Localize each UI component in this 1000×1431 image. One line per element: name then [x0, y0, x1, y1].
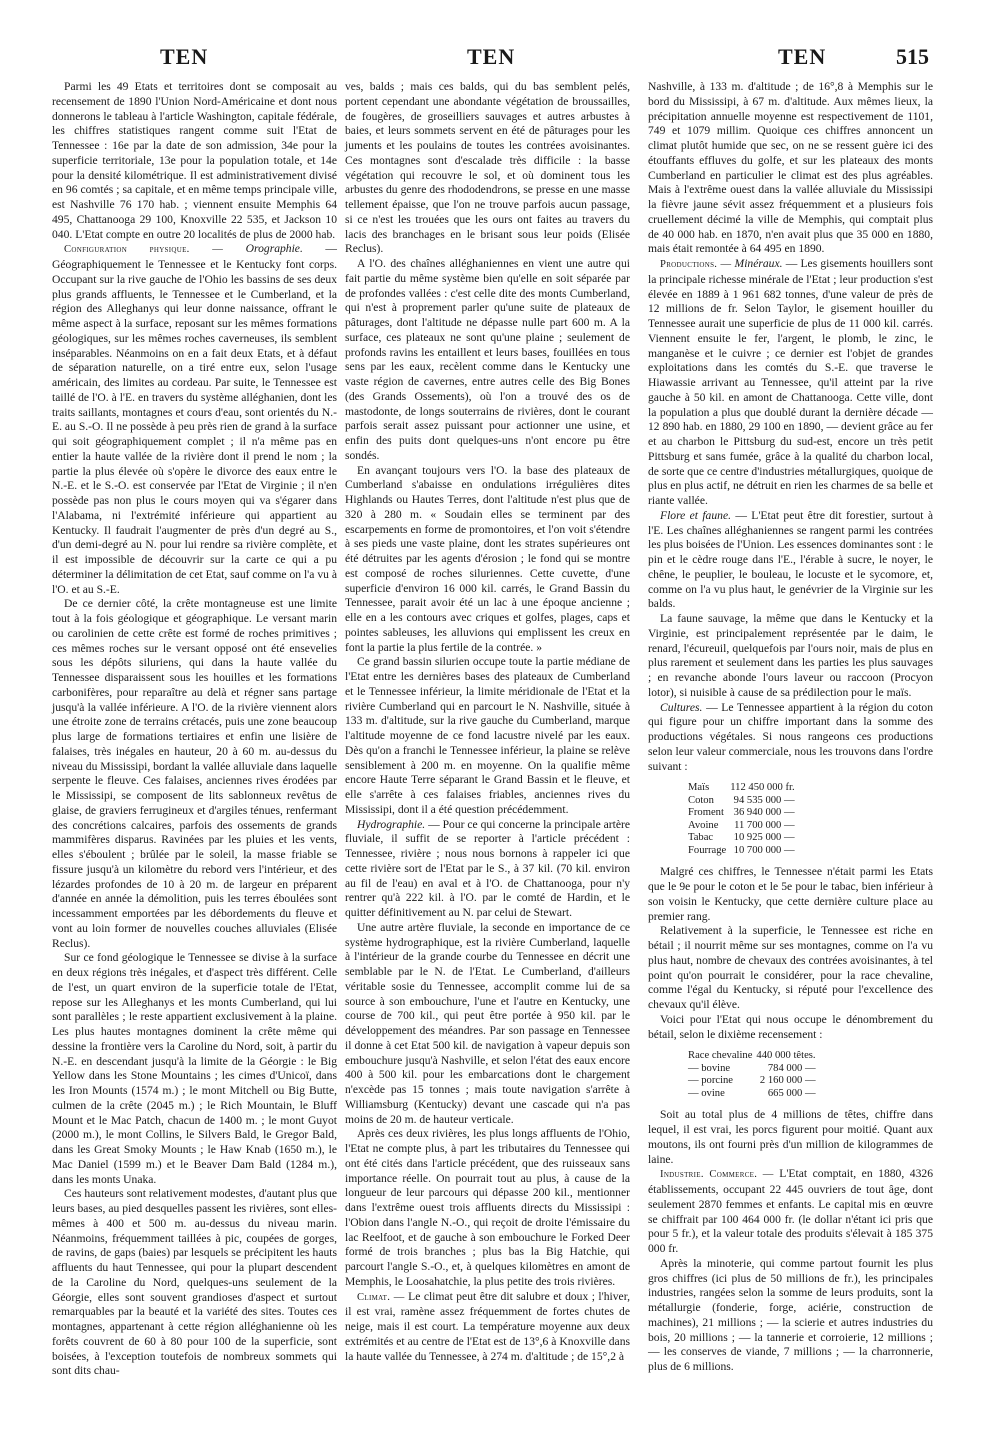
- crop-name: Maïs: [688, 782, 710, 794]
- paragraph: En avançant toujours vers l'O. la base des plateaux de Cumberland s'abaisse en ondulations irrégulières dites Highlands ou Hautes Terres, dont l'altitude n'est plus que de 320 à 280 m. « Soudain elles se terminent par des escarpements en forme de promontoires, et l'on voit s'étendre à ses pieds une vaste plaine, dont les strates supérieures ont été détruites par les agents d'érosion ; le fond qui se montre est composé de roches siluriennes. Cette cuvette, d'une superficie d'environ 16 000 kil. carrés, le Grand Bassin du Tennessee, parait avoir été un lac à une époque ancienne ; elle en a les contours avec criques et golfes, plages, caps et pointes sableuses, les alluvions qui emplissent les creux en font la partie la plus fertile de la contrée. »: [345, 463, 630, 654]
- running-head-center: TEN: [467, 44, 516, 69]
- table-row: [688, 820, 801, 833]
- running-head-left: TEN: [160, 44, 209, 69]
- paragraph: Nashville, à 133 m. d'altitude ; de 16°,8 à Memphis sur le bord du Mississipi, à 67 m. d'altitude. Aux mêmes lieux, la précipitation annuelle moyenne est respectivement de 1101, 749 et 1079 millim. Quoique ces chiffres annoncent un climat plutôt humide que sec, on ne se ressent guère ici des étouffants effluves du golfe, et sur les plateaux des monts Cumberland en particulier le climat est des plus agréables. Mais à l'extrême ouest dans la vallée alluviale du Mississipi la fièvre jaune sévit assez fréquemment et a plusieurs fois cruellement décimé la ville de Memphis, qui comptait plus de 40 000 hab. en 1870, n'en avait plus que 35 000 en 1880, mais était remontée à 64 495 en 1890.: [648, 80, 933, 256]
- section-heading: Productions. —: [660, 259, 732, 270]
- subsection-heading: Hydrographie.: [357, 817, 426, 831]
- paragraph-text: — Pour ce qui concerne la principale artère fluviale, il suffit de se reporter à l'article précédent : Tennessee, rivière ; nous nous bornons à rappeler ici que cette rivière sort de l'Etat par le S., à 37 kil. (70 kil. environ au fil de l'eau) en aval et à l'O. de Chattanooga, pour n'y rentrer qu'à 222 kil. à l'O. par le comté de Hardin, et le quitter définitivement au N. par celui de Stewart.: [345, 817, 631, 919]
- livestock-value: 440 000 têtes.: [756, 1050, 816, 1062]
- section-heading: Climat. —: [357, 1291, 405, 1303]
- paragraph-text: — Le Tennessee appartient à la région du coton qui figure pour un chiffre important dans la somme des productions végétales. Si nous rangeons ces productions selon leur valeur commerciale, nous les trouvons dans l'ordre suivant :: [648, 700, 934, 773]
- livestock-value: 665 000 —: [767, 1087, 816, 1099]
- crops-table: [688, 782, 801, 857]
- running-head-right: TEN: [778, 44, 827, 69]
- table-row: [688, 845, 801, 858]
- crop-value: 11 700 000 —: [734, 819, 795, 831]
- subsection-heading: Minéraux.: [734, 257, 783, 270]
- table-row: [688, 807, 801, 820]
- paragraph-hydrographie: [345, 818, 630, 921]
- crop-name: Tabac: [688, 832, 714, 844]
- paragraph-flore: [648, 509, 933, 612]
- crop-name: Fourrage: [688, 844, 727, 856]
- paragraph: Ces hauteurs sont relativement modestes, d'autant plus que leurs bases, au pied desquelles passent les rivières, sont elles-mêmes à 400 et 500 m. au-dessus du niveau marin. Néanmoins, fréquemment taillées à pic, coupées de gorges, de ravins, de gaps (baies) par lesquels se précipitent les hauts affluents du haut Tennessee, qui pour la plupart descendent de la Caroline du Nord, quelques-uns seulement de la Géorgie, elles sont souvent grandioses d'aspect et surtout remarquables par la beauté et la variété des sites. Toutes ces montagnes, appartenant à cette région alléghanienne où les forêts couvrent de 60 à 80 pour 100 de la superficie, sont boisées, à l'exception toutefois de nombreux sommets qui sont dits chau-: [52, 1187, 337, 1378]
- paragraph-climat: [345, 1290, 630, 1365]
- paragraph: Parmi les 49 Etats et territoires dont se composait au recensement de 1890 l'Union Nord-Américaine et dont nous donnerons le tableau à l'article Washington, capitale fédérale, les chiffres statistiques rangent comme suit l'Etat de Tennessee : 16e par la date de son admission, 34e pour la superficie territoriale, 13e pour la population totale, et 14e pour la densité kilométrique. Il est administrativement divisé en 96 comtés ; sa capitale, et en même temps principale ville, est Nashville 76 170 hab. ; viennent ensuite Memphis 64 495, Chattanooga 29 100, Knoxville 22 535, et Jackson 10 040. L'Etat compte en outre 20 localités de plus de 2000 hab.: [52, 80, 337, 241]
- livestock-table: [688, 1050, 822, 1100]
- crop-value: 10 925 000 —: [733, 832, 795, 844]
- paragraph-text: — Les gisements houillers sont la principale richesse minérale de l'Etat ; leur production s'est élevée en 1889 à 1 961 682 tonnes, d'une valeur de près de 12 millions de fr. Selon Taylor, le gisement houiller du Tennessee aurait une superficie de plus de 11 000 kil. carrés. Viennent ensuite le fer, l'argent, le plomb, le zinc, le manganèse et le cuivre ; ce dernier est l'objet de grandes exploitations dans les comtés du S.-E. que traverse le Hiawassie arrivant au Tennessee, qu'il atteint par la rive gauche à 50 kil. en amont de Chattanooga. Cette ville, dont la population a plus que doublé durant la dernière décade — 12 890 hab. en 1880, 29 100 en 1890, — devient grâce au fer et au charbon le Pittsburg du sud-est, encore un très petit Pittsburg et sans fumée, grâce à la qualité du charbon local, de sorte que ce centre d'industries métallurgiques, quoique de plus en plus actif, ne détruit en rien les charmes de sa belle et riante vallée.: [648, 257, 933, 507]
- paragraph-productions: [648, 257, 933, 509]
- paragraph: Une autre artère fluviale, la seconde en importance de ce système hydrographique, est la rivière Cumberland, laquelle à l'intérieur de la grande courbe du Tennessee en décrit une semblable par le N. de l'Etat. Le Cumberland, d'ailleurs véritable sosie du Tennessee, accomplit comme lui de sa source à son embouchure, l'une et l'autre en Kentucky, une course de 700 kil., qui peut être portée à 950 kil. par le développement des méandres. Par son passage en Tennessee il donne à cet Etat 500 kil. de navigation à vapeur depuis son embouchure jusqu'à Nashville, et selon l'état des eaux encore 400 à 500 kil. pour les embarcations dont le chargement n'excède pas 15 tonnes ; mais toute navigation s'arrête à Williamsburg (Kentucky) devant une cascade qui n'a pas moins de 20 m. de hauteur verticale.: [345, 920, 630, 1126]
- paragraph: A l'O. des chaînes alléghaniennes en vient une autre qui fait partie du même système bien qu'elle en soit séparée par de profondes vallées : c'est celle dite des monts Cumberland, qui n'est à proprement parler qu'une suite de plateaux de pâturages, dont l'altitude ne dépasse nulle part 600 m. A la surface, ces plateaux ne sont qu'une plaine ; seulement de profonds ravins les entaillent et leurs bases, fouillées en tous sens par les eaux, recèlent comme dans le Kentucky une vaste région de cavernes, entre autres celle des Big Bones (des Grands Ossements), où l'on a trouvé des os de mastodonte, de longs souterrains de rivières, dont le courant parfois serait assez puissant pour actionner une usine, et enfin des puits dont quelques-uns n'ont encore pu être sondés.: [345, 257, 630, 462]
- paragraph-text: — Géographiquement le Tennessee et le Kentucky font corps. Occupant sur la rive gauche de l'Ohio les bassins de ses deux plus grands affluents, le Tennessee et le Cumberland, et la région des Alleghanys qui leur donne naissance, offrant le même aspect à la surface, reposant sur les mêmes formations géologiques, sur les mêmes roches caverneuses, ils semblent inséparables. Néanmoins on en a fait deux Etats, et à défaut de séparation naturelle, on a tiré entre eux, selon l'usage américain, des limites au cordeau. Par suite, le Tennessee est taillé de l'O. à l'E. en travers du système alléghanien, dont les traits saillants, montagnes et cours d'eau, sont orientés du N.-E. au S.-O. Il ne possède à peu près rien de grand à la surface qui soit géographiquement complet ; il n'a même pas en entier la haute vallée de la rivière dont il prend le nom ; la partie la plus élevée où s'opère le divorce des eaux entre le N.-E. et le S.-O. est conservée par l'Etat de Virginie ; il n'en possède pas non plus le cours moyen qui va s'égarer dans l'Alabama, ni l'extrémité inférieure qui appartient au Kentucky. Il faudrait l'augmenter de près d'un degré au S., d'un demi-degré au N. pour lui rendre sa rivière complète, et il est impossible de découvrir sur la carte ce qui a pu déterminer la délimitation de cet Etat, sauf comme on l'a vu à l'O. et au S.-E.: [52, 242, 337, 596]
- paragraph: ves, balds ; mais ces balds, qui du bas semblent pelés, portent cependant une abondante végétation de broussailles, de fougères, de groseilliers sauvages et autres arbustes à baies, et leurs sommets servent en été de pâturages pour les juments et les poulains de toutes les contrées avoisinantes. Ces montagnes sont d'escalade très difficile : la basse végétation qui recouvre le sol, et où dominent tous les arbustes du genre des rhododendrons, se presse en une masse tellement épaisse, que l'on ne trouve parfois aucun passage, si ce n'est les trouées que les ours ont faites au travers du lacis des branchages en le brisant sous leur poids (Elisée Reclus).: [345, 80, 630, 256]
- paragraph: Voici pour l'Etat qui nous occupe le dénombrement du bétail, selon le dixième recensement :: [648, 1012, 933, 1041]
- crop-value: 10 700 000 —: [733, 844, 795, 856]
- paragraph: La faune sauvage, la même que dans le Kentucky et la Virginie, est principalement représentée par le daim, le renard, l'écureuil, quelquefois par l'ours noir, mais de plus en plus rarement et seulement dans les parties les plus sauvages ; en revanche abonde l'ours laveur ou raccoon (Procyon lotor), si nuisible à cause de sa prédilection pour le maïs.: [648, 612, 933, 699]
- paragraph-industrie: [648, 1167, 933, 1257]
- livestock-name: Race chevaline: [688, 1050, 753, 1062]
- table-row: [688, 1050, 822, 1063]
- crop-name: Avoine: [688, 819, 719, 831]
- table-row: [688, 1075, 822, 1088]
- text-column-2: [345, 80, 630, 1364]
- paragraph: Après ces deux rivières, les plus longs affluents de l'Ohio, l'Etat ne compte plus, à part les tributaires du Tennessee qui ont été cités dans l'article précédent, que des ruisseaux sans importance réelle. On pourrait tout au plus, à cause de la longueur de leur parcours qui dépasse 200 kil., mentionner dans l'extrême ouest trois affluents directs du Mississipi : l'Obion dans l'angle N.-O., qui reçoit de droite l'émissaire du lac Reelfoot, et de gauche à son embouchure le Forked Deer formé de trois branches ; plus bas la Big Hatchie, qui parcourt l'angle S.-O., et, à quelques kilomètres en amont de Memphis, le Loosahatchie, la plus petite des trois rivières.: [345, 1127, 630, 1288]
- subsection-heading: Cultures.: [660, 700, 703, 714]
- paragraph: De ce dernier côté, la crête montagneuse est une limite tout à la fois géologique et géographique. Le versant marin ou carolinien de cette crête est formé de roches primitives ; ces mêmes roches sur le versant opposé ont été ensevelies sous les dépôts siluriens, qui dans la haute vallée du Tennessee disparaissent sous les houilles et les formations carbonifères, pour reparaître au delà et régner sans partage jusqu'à la vallée inférieure. A l'O. de la rivière viennent alors une étroite zone de terrains crétacés, puis une zone beaucoup plus large de formations tertiaires et enfin une lisière de falaises, très inégales en hauteur, 20 à 60 m. au-dessus du niveau du Mississipi, bordant la vallée alluviale dans laquelle serpente le fleuve. Ces falaises, anciennes rives érodées par le Mississipi, se composent de lits sablonneux revêtus de glaise, de graviers ferrugineux et d'argiles ténues, renfermant des concrétions calcaires, parfois des ossements de grands mammifères disparus. Ravinées par les pluies et les vents, elles s'éboulent ; brûlée par le soleil, la masse friable se fissure jusqu'à un kilomètre du rebord vers l'intérieur, et des lézardes profondes de 10 à 20 m. de largeur en préparent d'année en année la démolition, puis les terres éboulées sont incessamment emportées par les débordements du fleuve et vont au loin former de nouvelles couches alluviales (Elisée Reclus).: [52, 597, 337, 950]
- livestock-name: — bovine: [688, 1062, 731, 1074]
- crop-value: 94 535 000 —: [733, 794, 795, 806]
- livestock-value: 2 160 000 —: [759, 1075, 816, 1087]
- paragraph-text: — L'Etat peut être dit forestier, surtout à l'E. Les chaînes alléghaniennes se rangent parmi les contrées les plus boisées de l'Union. Les essences dominantes sont : le pin et le cèdre rouge dans l'E., l'érable à sucre, le noyer, le chêne, le peuplier, le bouleau, le locuste et le sycomore, et, comme on l'a vu plus haut, le genévrier de la Virginie sur les balds.: [648, 508, 933, 611]
- page-number: 515: [896, 44, 929, 69]
- section-heading: Industrie. Commerce. —: [660, 1169, 774, 1181]
- paragraph-cultures: [648, 701, 933, 775]
- table-row: [688, 1088, 822, 1101]
- subsection-heading: Flore et faune.: [660, 508, 731, 522]
- paragraph-orographie: [52, 242, 337, 597]
- paragraph: Relativement à la superficie, le Tennessee est riche en bétail ; il nourrit même sur ses montagnes, comme on l'a vu plus haut, nombre de chevaux des contrées avoisinantes, à tel point qu'on pourrait le considérer, pour la race chevaline, comme l'égal du Kentucky, si réputé pour l'excellence des chevaux qu'il élève.: [648, 924, 933, 1011]
- crop-value: 36 940 000 —: [733, 807, 795, 819]
- paragraph: Soit au total plus de 4 millions de têtes, chiffre dans lequel, il est vrai, les porcs figurent pour moitié. Quant aux moutons, ils ont fourni près d'un million de kilogrammes de laine.: [648, 1108, 933, 1166]
- table-row: [688, 832, 801, 845]
- section-heading: Configuration physique. —: [64, 244, 224, 256]
- running-head: [0, 44, 1000, 76]
- table-row: [688, 782, 801, 795]
- livestock-value: 784 000 —: [767, 1062, 816, 1074]
- livestock-name: — ovine: [688, 1087, 725, 1099]
- paragraph-text: L'Etat comptait, en 1880, 4326 établissements, occupant 22 445 ouvriers de tout âge, dont seulement 2870 femmes et enfants. Le capital mis en œuvre se chiffrait par 100 464 000 fr. (le dollar n'étant ici pris que pour 5 fr.), et la valeur totale des produits s'élevait à 185 375 000 fr.: [648, 1167, 933, 1255]
- livestock-name: — porcine: [688, 1075, 734, 1087]
- crop-name: Coton: [688, 794, 714, 806]
- paragraph: Ce grand bassin silurien occupe toute la partie médiane de l'Etat entre les dernières bases des plateaux de Cumberland et le Tennessee inférieur, la limite méridionale de l'Etat et la rivière Cumberland qui en parcourt le N. Nashville, située à 133 m. d'altitude, sur la rive gauche du Cumberland, marque l'altitude moyenne de ce fond lacustre nivelé par les eaux. Dès qu'on a franchi le Tennessee inférieur, la plaine se relève sensiblement à 200 m. en moyenne. On la qualifie même encore Haute Terre séparant le Grand Bassin et le fleuve, et elle s'arrête à ces falaises friables, anciennes rives du Mississipi, dont il a été question précédemment.: [345, 655, 630, 816]
- text-column-3: [648, 80, 933, 1375]
- paragraph: Après la minoterie, qui comme partout fournit les plus gros chiffres (ici plus de 50 millions de fr.), les principales industries, rangées selon la somme de leurs produits, sont la métallurgie (fonderie, forge, aciérie, construction de machines), 21 millions ; — la scierie et autres industries du bois, 20 millions ; — la tannerie et corroierie, 12 millions ; — les conserves de viande, 7 millions ; — la charronnerie, plus de 6 millions.: [648, 1256, 933, 1373]
- text-column-1: [52, 80, 337, 1379]
- paragraph-text: Le climat peut être dit salubre et doux ; l'hiver, il est vrai, ramène assez fréquemment de fortes chutes de neige, mais il est court. La température moyenne aux deux extrémités et au centre de l'Etat est de 13°,6 à Knoxville dans la haute vallée du Tennessee, à 274 m. d'altitude ; de 15°,2 à: [345, 1289, 630, 1363]
- table-row: [688, 1063, 822, 1076]
- crop-name: Froment: [688, 807, 724, 819]
- crop-value: 112 450 000 fr.: [730, 782, 795, 794]
- paragraph: Malgré ces chiffres, le Tennessee n'était parmi les Etats que le 9e pour le coton et le 5e pour le tabac, bien inférieur à son voisin le Kentucky, que cette dernière culture place au premier rang.: [648, 865, 933, 923]
- table-row: [688, 795, 801, 808]
- subsection-heading: Orographie.: [245, 242, 303, 256]
- paragraph: Sur ce fond géologique le Tennessee se divise à la surface en deux régions très inégales, et d'aspect très différent. Celle de l'est, un quart environ de la superficie totale de l'Etat, repose sur les Alleghanys et les monts Cumberland, qui lui sont parallèles ; le reste appartient exclusivement à la plaine. Les plus hautes montagnes dominent la crête même qui dessine la frontière vers la Caroline du Nord, soit, à partir du N.-E. en descendant jusqu'à la limite de la Géorgie : le Big Yellow dans les Stone Mountains ; les cimes d'Unicoï, dans les Iron Mounts (1574 m.) ; le mont Mitchell ou Big Butte, culmen de la crête (2045 m.) ; le Rich Mountain, le Bluff Mount et le Mac Patch, chacun de 1400 m. ; le mont Guyot (2000 m.), le mont Collins, le Silvers Bald, le Gregor Bald, dans les Great Smoky Mounts ; le Haw Knab (1650 m.), le Mac Daniel (1599 m.) et le Beaver Dam Bald (1284 m.), dans les monts Unaka.: [52, 951, 337, 1186]
